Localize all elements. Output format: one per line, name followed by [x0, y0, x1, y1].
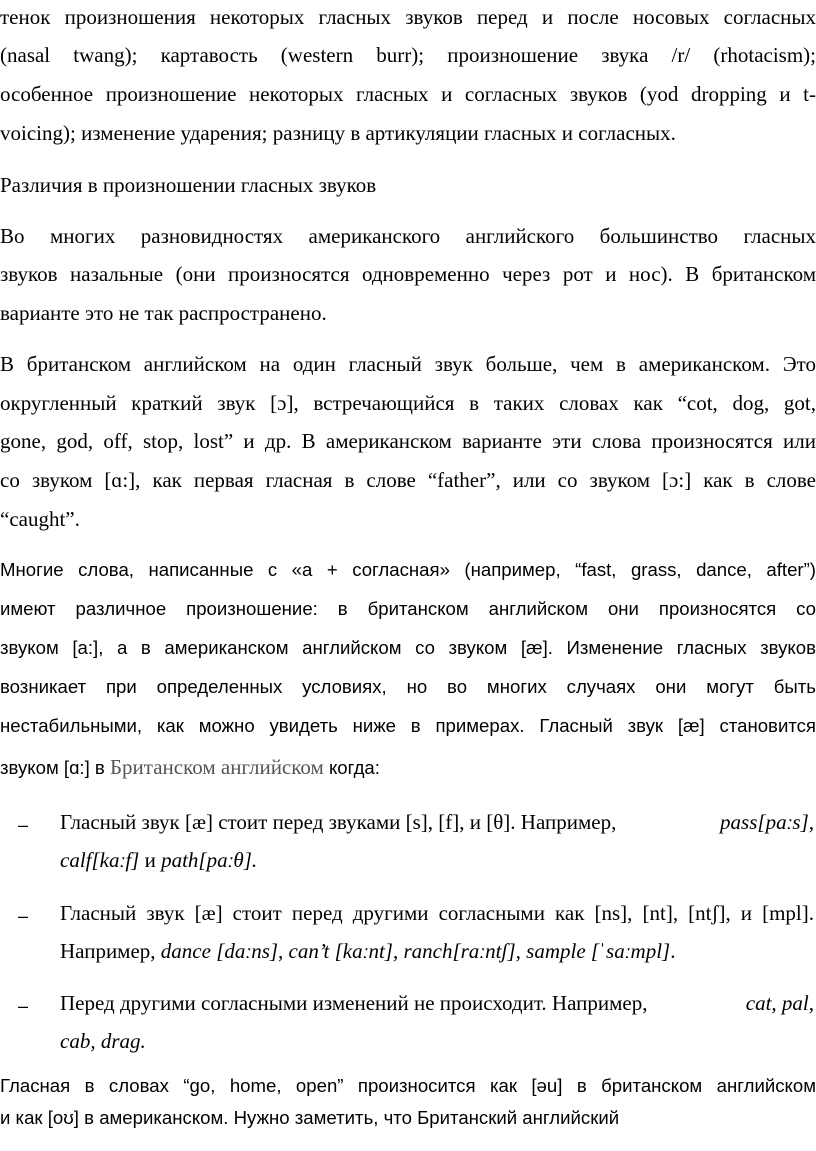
list-item-2-marker: –	[18, 906, 29, 926]
paragraph-2-line-1: Во многих разновидностях американского английского большинство гласных	[0, 224, 816, 248]
list-item-3-marker: –	[18, 996, 29, 1016]
list-item-3-line-2	[60, 1031, 146, 1052]
paragraph-4-line-3: звуком [a:], а в американском английском со звуком [æ]. Изменение гласных звуков	[0, 637, 816, 658]
section-heading: Различия в произношении гласных звуков	[0, 173, 377, 197]
paragraph-4-line-6-start: звуком [ɑ:] в	[0, 757, 105, 778]
list-item-2-examples: dance [daːns], can’t [kaːnt], ranch[raːntʃ], sample [ˈsaːmpl]	[160, 939, 671, 963]
list-item-1-example-calf: calf[kaːf]	[60, 848, 140, 872]
paragraph-4-line-2: имеют различное произношение: в британском английском они произносятся со	[0, 598, 816, 619]
paragraph-1-line-2: (nasal twang); картавость (western burr); произношение звука /r/ (rhotacism);	[0, 43, 816, 67]
paragraph-4-line-6-end: когда:	[328, 757, 380, 778]
paragraph-4-line-5: нестабильными, как можно увидеть ниже в примерах. Гласный звук [æ] становится	[0, 715, 816, 736]
paragraph-4-line-6	[0, 757, 380, 778]
list-item-2-line-2	[60, 941, 675, 962]
paragraph-4-line-4: возникает при определенных условиях, но во многих случаях они могут быть	[0, 676, 816, 697]
paragraph-3-line-4: со звуком [ɑ:], как первая гласная в слове “father”, или со звуком [ɔ:] как в слове	[0, 468, 816, 492]
list-item-3-examples-b: cab, drag.	[60, 1029, 146, 1053]
paragraph-3-line-5: “caught”.	[0, 507, 80, 531]
list-item-1-example-pass: pass[paːs],	[720, 810, 814, 834]
list-item-3-text: Перед другими согласными изменений не происходит. Например,	[60, 991, 648, 1015]
list-item-1-line-2	[60, 850, 257, 871]
list-item-2-period: .	[670, 939, 676, 963]
list-item-1-example-path: path[paːθ].	[161, 848, 258, 872]
list-item-1-conjunction: и	[139, 848, 162, 872]
list-item-3-line-1	[60, 993, 814, 1014]
paragraph-4-line-1: Многие слова, написанные с «a + согласная» (например, “fast, grass, dance, after”)	[0, 559, 816, 580]
paragraph-1-line-3: особенное произношение некоторых гласных и согласных звуков (yod dropping и t-	[0, 82, 816, 106]
list-item-2-line-1: Гласный звук [æ] стоит перед другими согласными как [ns], [nt], [ntʃ], и [mpl].	[60, 901, 814, 925]
paragraph-2-line-3: варианте это не так распространено.	[0, 301, 327, 325]
paragraph-3-line-2: округленный краткий звук [ɔ], встречающийся в таких словах как “cot, dog, got,	[0, 391, 816, 415]
paragraph-1-line-1: тенок произношения некоторых гласных звуков перед и после носовых согласных	[0, 5, 816, 29]
paragraph-5-line-1: Гласная в словах “go, home, open” произносится как [əu] в британском английском	[0, 1075, 816, 1096]
paragraph-5-line-2: и как [oʊ] в американском. Нужно заметить, что Британский английский	[0, 1107, 620, 1128]
paragraph-3-line-1: В британском английском на один гласный звук больше, чем в американском. Это	[0, 352, 816, 376]
list-item-1-text: Гласный звук [æ] стоит перед звуками [s], [f], и [θ]. Например,	[60, 810, 617, 834]
paragraph-1-line-4: voicing); изменение ударения; разницу в артикуляции гласных и согласных.	[0, 121, 676, 145]
list-item-2-lead: Например,	[60, 939, 161, 963]
paragraph-3-line-3: gone, god, off, stop, lost” и др. В американском варианте эти слова произносятся или	[0, 429, 816, 453]
british-english-link-text: Британском английском	[109, 755, 324, 779]
list-item-1-marker: –	[18, 815, 29, 835]
list-item-3-examples-a: cat, pal,	[745, 991, 814, 1015]
list-item-1-line-1	[60, 812, 814, 833]
paragraph-2-line-2: звуков назальные (они произносятся одновременно через рот и нос). В британском	[0, 262, 816, 286]
